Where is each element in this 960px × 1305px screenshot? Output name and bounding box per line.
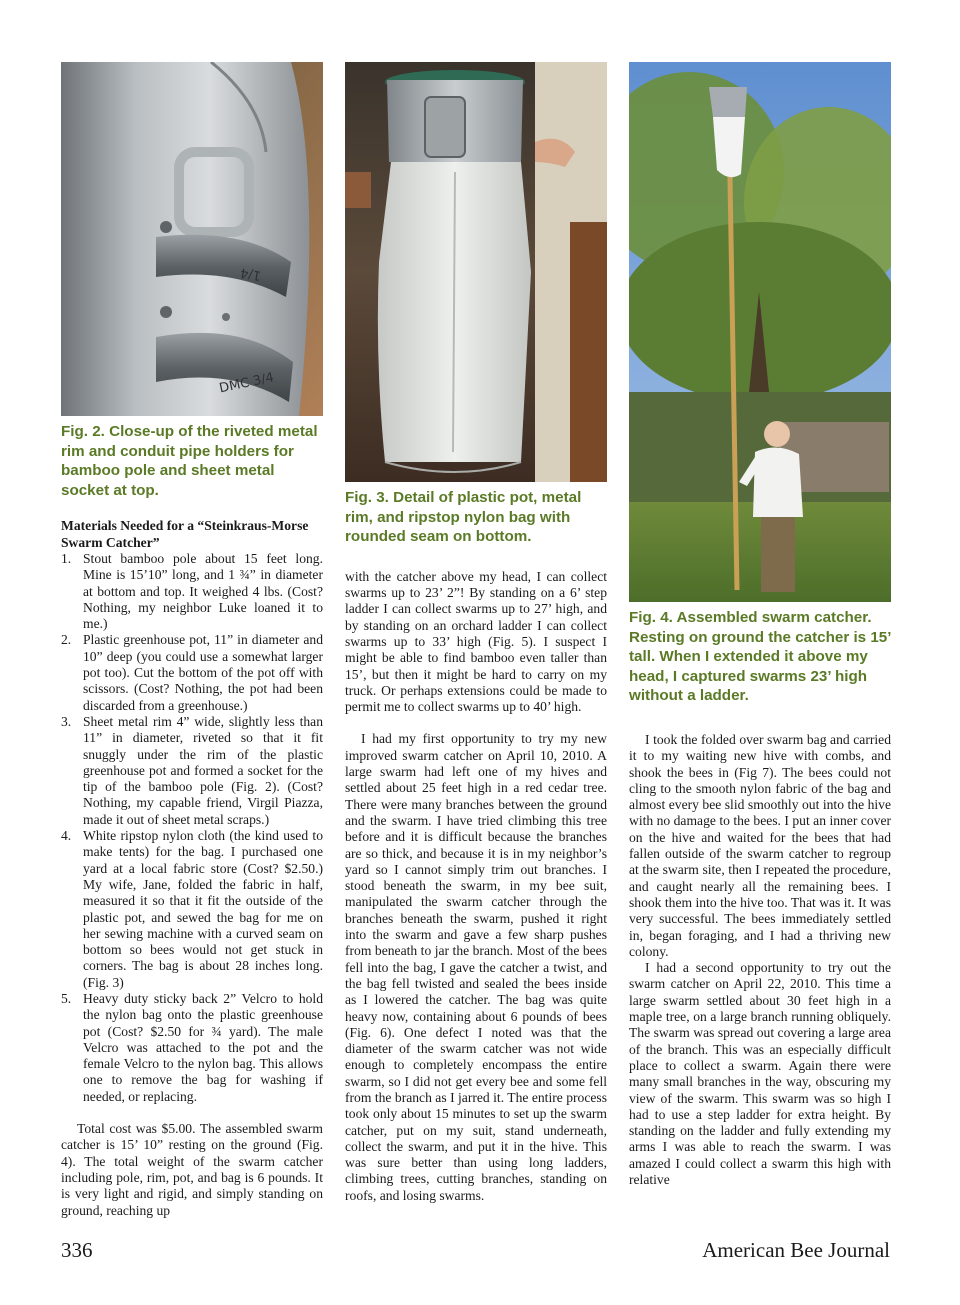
fig2-stamp-upper: 1/4: [239, 264, 263, 283]
col3-paragraph-1: I took the folded over swarm bag and carried it to my waiting new hive with combs, and shook the bees in (Fig 7). The bees could not cling to the smooth nylon fabric of the bag and almost every bee slid smoothly out into the hive with no damage to the bees. I put an inner cover on the hive and waited for the bees that had fallen outside of the swarm catcher to regroup at the swarm site, then I repeated the procedure, and caught nearly all the remaining bees. I shook them into the hive too. That was it. It was very successful. The bees immediately settled in, began foraging, and I had a thriving new colony.: [629, 731, 891, 959]
col2-paragraph-2: I had my first opportunity to try my new improved swarm catcher on April 10, 2010. A large swarm had left one of my hives and settled about 25 feet high in a red cedar tree. There were many branches between the ground and the swarm. I have tried climbing this tree before and it is difficult because the branches are so thick, and because it is in my neighbor’s yard so I cannot simply trim out branches. I stood beneath the swarm, in my bee suit, manipulated the swarm catcher through the branches beneath the swarm, pushed it right into the swarm and gave a few sharp pushes from beneath to jar the branch. Most of the bees fell into the bag, I gave the catcher a twist, and the bag fell twisted and sealed the bees inside as I lowered the catcher. The bag was quite heavy now, containing about 6 pounds of bees (Fig. 6). One defect I noted was that the diameter of the swarm catcher was not wide enough to completely encompass the entire swarm, so I did not get every bee and some fell from the branch as I jarred it. The entire process took only about 15 minutes to set up the swarm catcher, put on my suit, stand underneath, collect the swarm, and put it in the hive. This was sure better than using long ladders, climbing trees, cutting branches, standing on roofs, and losing swarms.: [345, 731, 607, 1203]
list-item-text: Stout bamboo pole about 15 feet long. Mine is 15’10” long, and 1 ¾” in diameter at bottom and top. It weighed 4 lbs. (Cost? Nothing, my neighbor Luke loaned it to me.): [83, 550, 323, 632]
list-item-number: 1.: [61, 550, 72, 566]
fig3-photo: [345, 62, 607, 482]
fig2-photo: [61, 62, 323, 416]
list-item-number: 2.: [61, 632, 72, 648]
list-item-number: 5.: [61, 990, 72, 1006]
column-2: [345, 62, 607, 1204]
fig2-image: [61, 62, 323, 416]
list-item-number: 3.: [61, 713, 72, 729]
list-item: [61, 632, 323, 713]
column-3: [629, 62, 891, 1188]
page-number: 336: [61, 1238, 93, 1262]
fig2-stamp-lower: DMC 3/4: [218, 370, 276, 397]
list-item-text: Sheet metal rim 4” wide, slightly less than 11” in diameter, riveted so that it fit snuggly under the rim of the plastic greenhouse pot and formed a socket for the tip of the bamboo pole (Fig. 2). (Cost? Nothing, my capable friend, Virgil Piazza, made it out of sheet metal scraps.): [83, 713, 323, 827]
column-1: [61, 62, 323, 1219]
fig4-photo: [629, 62, 891, 602]
fig4-caption: Fig. 4. Assembled swarm catcher. Resting on ground the catcher is 15’ tall. When I extended it above my head, I captured swarms 23’ high without a ladder.: [629, 609, 891, 705]
list-item-text: Plastic greenhouse pot, 11” in diameter and 10” deep (you could use a somewhat larger pot too). Cut the bottom of the pot off with scissors. (Cost? Nothing, the pot had been discarded from a greenhouse.): [83, 632, 323, 713]
fig2-caption: Fig. 2. Close-up of the riveted metal rim and conduit pipe holders for bamboo pole and sheet metal socket at top.: [61, 423, 318, 499]
list-item-text: Heavy duty sticky back 2” Velcro to hold the nylon bag onto the plastic greenhouse pot (Cost? $2.50 for ¾ yard). The male Velcro was attached to the pot and the female Velcro to the nylon bag. This allows one to remove the bag for washing if needed, or replacing.: [83, 990, 323, 1104]
total-cost-paragraph: Total cost was $5.00. The assembled swarm catcher is 15’ 10” resting on the ground (Fig. 4). The total weight of the swarm catcher including pole, rim, pot, and bag is 6 pounds. It is very light and rigid, and simply standing on ground, reaching up: [61, 1121, 323, 1218]
journal-name: American Bee Journal: [702, 1238, 890, 1262]
list-item-text: White ripstop nylon cloth (the kind used to make tents) for the bag. I purchased one yard at a local fabric store (Cost? $2.50.) My wife, Jane, folded the fabric in half, measured it so that it fit the outside of the plastic pot, and sewed the bag for me on her sewing machine with a curved seam on bottom so bees would not get stuck in corners. The bag is about 28 inches long. (Fig. 3): [83, 828, 323, 990]
materials-title: Materials Needed for a “Steinkraus-Morse Swarm Catcher”: [61, 518, 309, 550]
col2-paragraph-1: with the catcher above my head, I can collect swarms up to 23’ 2”! By standing on a 6’ step ladder I can collect swarms up to 27’ high, and by standing on an orchard ladder I can collect swarms up to 33’ high (Fig. 5). I suspect I might be able to find bamboo even taller than 15’, but then it might be hard to carry on my truck. Or perhaps extensions could be made to permit me to collect swarms up to 40’ high.: [345, 568, 607, 715]
list-item-number: 4.: [61, 828, 72, 844]
list-item: [61, 991, 323, 1105]
fig3-caption: Fig. 3. Detail of plastic pot, metal rim, and ripstop nylon bag with rounded seam on bottom.: [345, 489, 582, 546]
list-item: [61, 714, 323, 828]
materials-list: [61, 551, 323, 1105]
fig4-image: [629, 62, 891, 602]
list-item: [61, 551, 323, 632]
col3-paragraph-2: I had a second opportunity to try out the swarm catcher on April 22, 2010. This time a large swarm settled about 30 feet high in a maple tree, on a large branch running obliquely. The swarm was spread out covering a large area of the branch. This was an especially difficult place to collect a swarm. Again there were many small branches in the way, obscuring my view of the swarm. This swarm was so high I had to use a step ladder for extra height. By standing on the ladder and fully extending my arms I was able to reach the swarm. I was amazed I could collect a swarm this high with relative: [629, 960, 891, 1187]
fig3-image: [345, 62, 607, 482]
list-item: [61, 828, 323, 991]
